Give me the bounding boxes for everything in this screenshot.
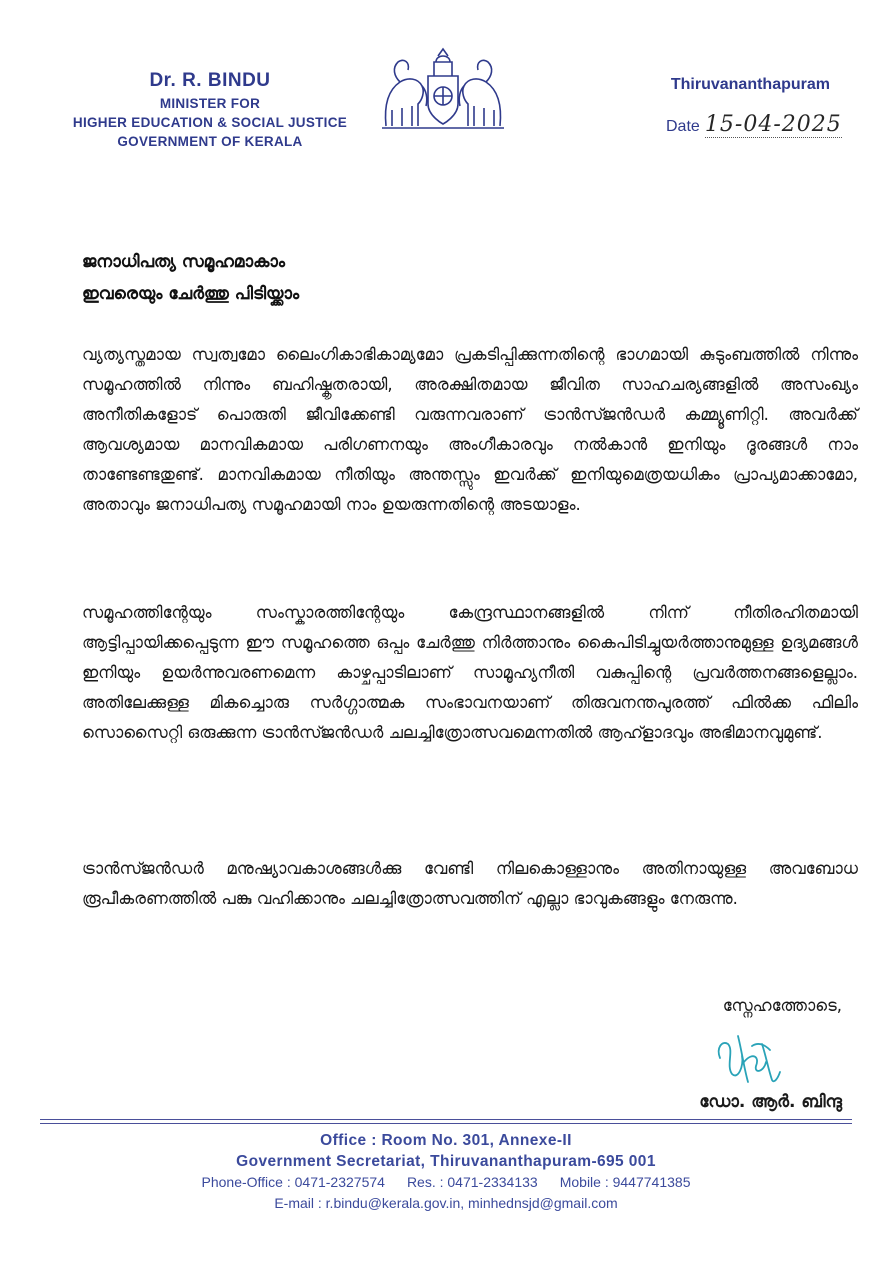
minister-role: MINISTER FOR: [159, 96, 261, 111]
body-paragraph-1: വ്യത്യസ്തമായ സ്വത്വമോ ലൈംഗികാഭികാമ്യമോ പ്രകടിപ്പിക്കുന്നതിന്റെ ഭാഗമായി കുടുംബത്തിൽ നിന്നും സമൂഹത്തിൽ നിന്നും ബഹിഷ്കൃതരായി, അരക്ഷിതമായ ജീവിത സാഹചര്യങ്ങളിൽ അസംഖ്യം അനീതികളോട് പൊരുതി ജീവിക്കേണ്ടി വരുന്നവരാണ് ട്രാൻസ്ജൻഡർ കമ്മ്യൂണിറ്റി. അവർക്ക് ആവശ്യമായ മാനവികമായ പരിഗണനയും അംഗീകാരവും നൽകാൻ ഇനിയും ദൂരങ്ങൾ നാം താണ്ടേണ്ടതുണ്ട്. മാനവികമായ നീതിയും അന്തസ്സും ഇവർക്ക് ഇനിയുമെത്രയധികം പ്രാപ്യമാക്കാമോ, അതാവും ജനാധിപത്യ സമൂഹമായി നാം ഉയരുന്നതിന്റെ അടയാളം.: [82, 345, 858, 514]
closing-salutation: സ്നേഹത്തോടെ,: [722, 996, 842, 1015]
body-paragraph-3: ട്രാൻസ്ജൻഡർ മനുഷ്യാവകാശങ്ങൾക്കു വേണ്ടി നിലകൊള്ളാനും അതിനായുള്ള അവബോധ രൂപീകരണത്തിൽ പങ്കു വഹിക്കാനും ചലച്ചിത്രോത്സവത്തിന് എല്ലാ ഭാവുകങ്ങളും നേരുന്നു.: [82, 859, 858, 908]
date-label: Date: [666, 118, 700, 135]
email-line: [0, 1193, 892, 1214]
phone-residence: Res. : 0471-2334133: [406, 1174, 538, 1190]
signer-name: ഡോ. ആർ. ബിന്ദു: [699, 1092, 842, 1112]
minister-name: Dr. R. BINDU: [149, 70, 271, 91]
email-secondary: minhednsjd@gmail.com: [468, 1195, 618, 1211]
signature-image: [708, 1022, 788, 1092]
government-name: GOVERNMENT OF KERALA: [117, 134, 303, 149]
body-paragraph-2: സമൂഹത്തിന്റേയും സംസ്കാരത്തിന്റേയും കേന്ദ്രസ്ഥാനങ്ങളിൽ നിന്ന് നീതിരഹിതമായി ആട്ടിപ്പായിക്കപ്പെടുന്ന ഈ സമൂഹത്തെ ഒപ്പം ചേർത്തു നിർത്താനും കൈപിടിച്ചുയർത്താനുമുള്ള ഉദ്യമങ്ങൾ ഇനിയും ഉയർന്നുവരണമെന്ന കാഴ്ചപ്പാടിലാണ് സാമൂഹ്യനീതി വകുപ്പിന്റെ പ്രവർത്തനങ്ങളെല്ലാം. അതിലേക്കുള്ള മികച്ചൊരു സർഗ്ഗാത്മക സംഭാവനയാണ് തിരുവനന്തപുരത്ത് ഫിൽക്ക ഫിലിം സൊസൈറ്റി ഒരുക്കുന്ന ട്രാൻസ്ജൻഡർ ചലച്ചിത്രോത്സവമെന്നതിൽ ആഹ്ളാദവും അഭിമാനവുമുണ്ട്.: [82, 603, 858, 742]
date-row: [666, 112, 842, 137]
place-name: Thiruvananthapuram: [670, 76, 830, 93]
letterhead-block: [40, 70, 380, 149]
date-value: 15-04-2025: [704, 112, 842, 137]
letterhead-footer: [0, 1130, 892, 1214]
secretariat-address: Government Secretariat, Thiruvananthapuram-695 001: [236, 1153, 656, 1170]
phone-office: Phone-Office : 0471-2327574: [201, 1174, 385, 1190]
letter-subject: [82, 246, 299, 310]
footer-divider: [40, 1123, 852, 1124]
office-address: Office : Room No. 301, Annexe-II: [320, 1132, 572, 1149]
minister-portfolio: HIGHER EDUCATION & SOCIAL JUSTICE: [72, 115, 348, 130]
email-primary: r.bindu@kerala.gov.in,: [325, 1195, 465, 1211]
footer-divider: [40, 1119, 852, 1120]
subject-line-1: ജനാധിപത്യ സമൂഹമാകാം: [82, 252, 286, 272]
kerala-emblem-icon: [378, 46, 508, 134]
email-label: E-mail :: [274, 1195, 322, 1211]
phone-mobile: Mobile : 9447741385: [559, 1174, 691, 1190]
subject-line-2: ഇവരെയും ചേർത്തു പിടിയ്ക്കാം: [82, 284, 300, 304]
phone-line: [0, 1172, 892, 1193]
